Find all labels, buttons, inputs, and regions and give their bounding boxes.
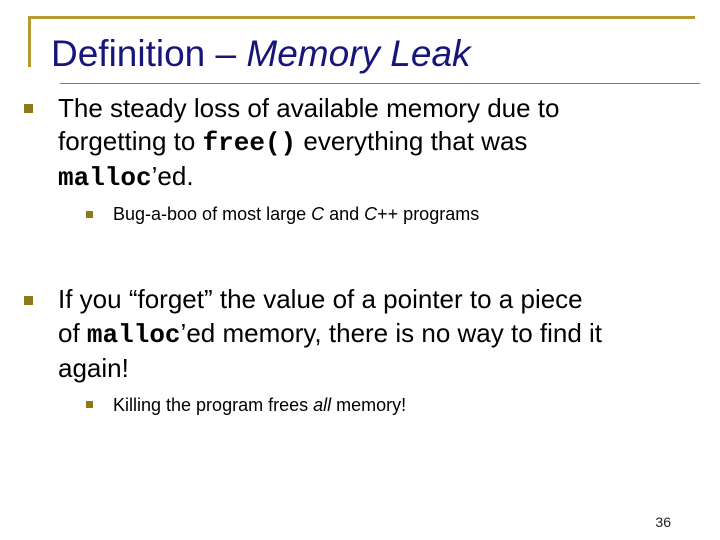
sub1-c: C bbox=[311, 204, 325, 224]
bullet1-line2-text: forgetting to bbox=[58, 126, 203, 156]
bullet2-line1 bbox=[58, 282, 583, 317]
code-malloc: malloc bbox=[58, 163, 152, 193]
frame-top-line bbox=[28, 16, 695, 19]
sub1-text: Bug-a-boo of most large bbox=[113, 204, 312, 224]
sub-bullet-square-icon bbox=[86, 211, 93, 218]
sub2-post: memory! bbox=[331, 395, 407, 415]
title-underline bbox=[60, 83, 700, 84]
bullet2-line2-rest: ’ed memory, there is no way to find it bbox=[180, 318, 603, 348]
bullet1-line2-rest: everything that was bbox=[296, 126, 528, 156]
sub2-text: Killing the program frees bbox=[113, 395, 314, 415]
bullet-square-icon bbox=[24, 296, 33, 305]
sub1-post: ++ programs bbox=[377, 204, 480, 224]
code-malloc: malloc bbox=[86, 320, 181, 350]
page-number: 36 bbox=[655, 514, 671, 530]
bullet1-line2 bbox=[58, 124, 527, 161]
bullet2-line2-text: of bbox=[58, 318, 87, 348]
title-emphasis: Memory Leak bbox=[246, 33, 471, 74]
code-free: free() bbox=[202, 128, 297, 158]
slide-title bbox=[51, 30, 471, 78]
bullet1-line1 bbox=[58, 91, 559, 126]
bullet1-line1-text: The steady loss of available memory due to bbox=[58, 93, 560, 123]
bullet-square-icon bbox=[24, 104, 33, 113]
sub-bullet-square-icon bbox=[86, 401, 93, 408]
bullet2-line1-text: If you “forget” the value of a pointer to a piece bbox=[58, 284, 583, 314]
bullet1-line3-rest: ’ed. bbox=[151, 161, 194, 191]
sub-bullet1 bbox=[113, 202, 479, 226]
bullet2-line3-text: again! bbox=[58, 353, 129, 383]
sub1-cpp: C bbox=[364, 204, 378, 224]
sub-bullet2 bbox=[113, 393, 406, 417]
bullet2-line2 bbox=[58, 316, 602, 353]
bullet1-line3 bbox=[58, 159, 194, 196]
title-text: Definition – bbox=[51, 33, 247, 74]
frame-left-line bbox=[28, 16, 31, 67]
sub1-mid: and bbox=[324, 204, 365, 224]
sub2-emphasis: all bbox=[313, 395, 332, 415]
bullet2-line3 bbox=[58, 351, 129, 386]
